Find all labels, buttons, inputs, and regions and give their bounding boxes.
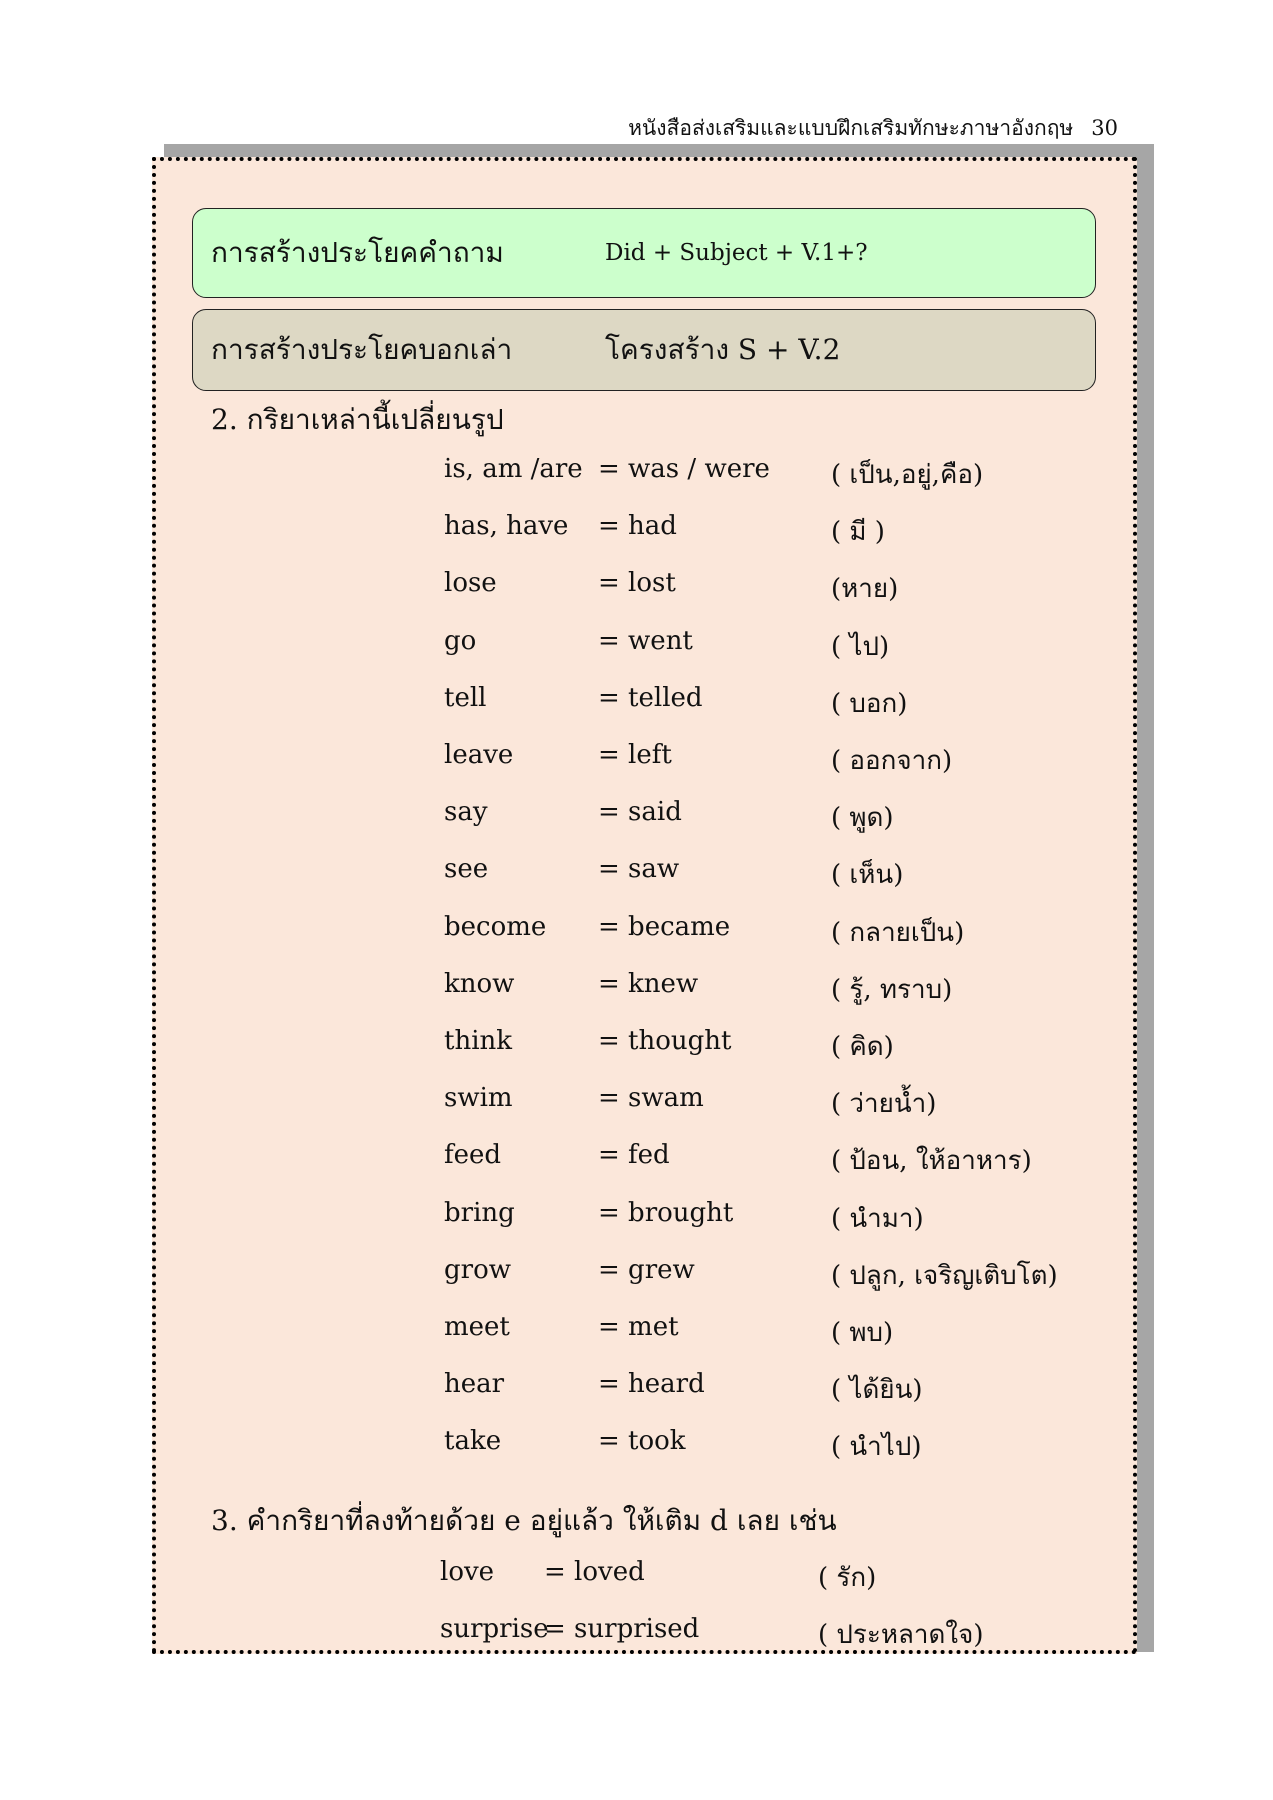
verb-row <box>156 1255 1133 1295</box>
verb-row <box>156 797 1133 837</box>
page-number: 30 <box>1091 116 1118 140</box>
base-form: go <box>444 625 477 656</box>
base-form: love <box>440 1557 495 1587</box>
base-form: say <box>444 797 488 828</box>
thai-meaning: (หาย) <box>831 574 899 605</box>
past-form: = heard <box>598 1369 705 1400</box>
thai-meaning: ( มี ) <box>831 517 885 548</box>
past-form: = left <box>598 740 672 770</box>
verb-row <box>156 683 1133 723</box>
base-form: leave <box>444 740 514 770</box>
verb-row <box>156 1083 1133 1123</box>
book-title: หนังสือส่งเสริมและแบบฝึกเสริมทักษะภาษาอังกฤษ <box>628 116 1074 140</box>
past-form: = knew <box>598 968 699 999</box>
base-form: know <box>444 968 515 999</box>
past-form: = grew <box>598 1254 695 1285</box>
verb-row <box>156 1312 1133 1352</box>
thai-meaning: ( รัก) <box>818 1563 877 1593</box>
thai-meaning: ( พบ) <box>831 1318 894 1348</box>
question-label: การสร้างประโยคคำถาม <box>211 236 504 269</box>
verb-row <box>156 626 1133 666</box>
thai-meaning: ( ไป) <box>831 631 890 662</box>
thai-meaning: ( กลายเป็น) <box>831 917 965 948</box>
question-structure-box <box>192 208 1096 298</box>
thai-meaning: ( บอก) <box>831 688 908 719</box>
thai-meaning: ( เห็น) <box>831 860 904 891</box>
base-form: hear <box>444 1369 505 1400</box>
thai-meaning: ( ป้อน, ให้อาหาร) <box>831 1146 1032 1177</box>
verb-row <box>156 568 1133 608</box>
verb-row <box>156 1140 1133 1180</box>
thai-meaning: ( คิด) <box>831 1032 894 1062</box>
past-form: = telled <box>598 682 703 713</box>
past-form: = met <box>598 1312 679 1342</box>
verb-row <box>156 1557 1133 1597</box>
base-form: is, am /are <box>444 454 583 484</box>
page-header <box>628 112 1118 145</box>
past-form: = brought <box>598 1197 734 1228</box>
thai-meaning: ( ว่ายน้ำ) <box>831 1089 937 1120</box>
past-form: = surprised <box>544 1614 700 1644</box>
past-form: = was / were <box>598 454 770 484</box>
past-form: = thought <box>598 1026 732 1056</box>
verb-row <box>156 854 1133 894</box>
past-form: = said <box>598 797 682 828</box>
statement-label: การสร้างประโยคบอกเล่า <box>211 333 513 366</box>
verb-row <box>156 1614 1133 1654</box>
content-frame <box>152 157 1137 1654</box>
base-form: feed <box>444 1140 502 1171</box>
thai-meaning: ( ประหลาดใจ) <box>818 1620 984 1650</box>
verb-row <box>156 1426 1133 1466</box>
verb-row <box>156 454 1133 494</box>
thai-meaning: ( ออกจาก) <box>831 746 953 776</box>
thai-meaning: ( ปลูก, เจริญเติบโต) <box>831 1260 1058 1291</box>
thai-meaning: ( พูด) <box>831 803 894 834</box>
past-form: = became <box>598 911 731 942</box>
past-form: = took <box>598 1426 686 1457</box>
section-3-heading: 3. คำกริยาที่ลงท้ายด้วย e อยู่แล้ว ให้เติม d เลย เช่น <box>211 1504 837 1537</box>
past-form: = went <box>598 625 693 656</box>
thai-meaning: ( นำไป) <box>831 1432 922 1463</box>
past-form: = saw <box>598 854 680 885</box>
base-form: swim <box>444 1083 513 1114</box>
base-form: surprise <box>440 1614 549 1644</box>
verb-row <box>156 1026 1133 1066</box>
past-form: = fed <box>598 1140 670 1171</box>
base-form: meet <box>444 1312 510 1342</box>
statement-structure-box <box>192 309 1096 391</box>
base-form: bring <box>444 1197 515 1228</box>
section-2-heading: 2. กริยาเหล่านี้เปลี่ยนรูป <box>211 403 504 436</box>
thai-meaning: ( นำมา) <box>831 1203 924 1234</box>
past-form: = had <box>598 511 677 542</box>
thai-meaning: ( ได้ยิน) <box>831 1375 923 1406</box>
verb-row <box>156 1369 1133 1409</box>
thai-meaning: ( เป็น,อยู่,คือ) <box>831 460 984 490</box>
past-form: = swam <box>598 1083 704 1114</box>
question-formula: Did + Subject + V.1+? <box>605 240 868 266</box>
base-form: think <box>444 1026 513 1056</box>
past-form: = lost <box>598 568 676 599</box>
thai-meaning: ( รู้, ทราบ) <box>831 974 953 1005</box>
base-form: take <box>444 1426 502 1457</box>
verb-row <box>156 1198 1133 1238</box>
base-form: lose <box>444 568 497 599</box>
base-form: grow <box>444 1254 511 1285</box>
base-form: has, have <box>444 511 569 542</box>
base-form: see <box>444 854 489 885</box>
verb-row <box>156 740 1133 780</box>
base-form: tell <box>444 682 487 713</box>
past-form: = loved <box>544 1557 645 1587</box>
statement-formula: โครงสร้าง S + V.2 <box>605 333 841 366</box>
verb-row <box>156 969 1133 1009</box>
verb-row <box>156 912 1133 952</box>
verb-row <box>156 511 1133 551</box>
base-form: become <box>444 911 547 942</box>
